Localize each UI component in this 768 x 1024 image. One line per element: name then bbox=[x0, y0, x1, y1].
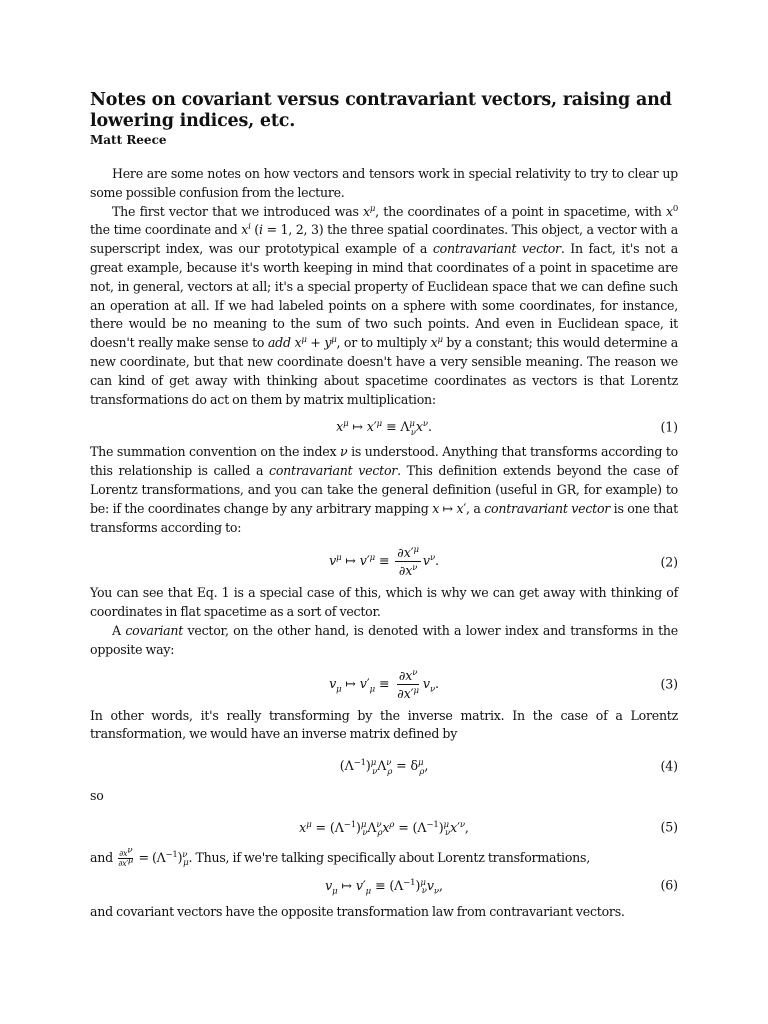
equation-number-4: (4) bbox=[660, 758, 678, 774]
equation-4: $(\Lambda^{-1})^\mu_\nu\Lambda^\nu_\rho = \delta^\mu_\rho$, (4) bbox=[339, 757, 678, 777]
paragraph-summation: The summation convention on the index ν is understood. Anything that transforms according to this relationship is called a contravariant vector. This definition extends beyond the case of Lorentz transformations, and you can take the general definition (useful in GR, for example) to be: if the coordinates change by any arbitrary mapping x ↦ x′, a contravariant vector is one that transforms according to: bbox=[90, 444, 679, 535]
equation-number-6: (6) bbox=[660, 877, 678, 893]
equation-number-2: (2) bbox=[660, 554, 678, 570]
equation-5: $x^\mu = (\Lambda^{-1})^\mu_\nu\Lambda^\nu_\rho x^\rho = (\Lambda^{-1})^\mu_\nu x'^\nu$, (5) bbox=[299, 819, 678, 839]
paragraph-covariant: A covariant vector, on the other hand, is denoted with a lower index and transforms in the opposite way: bbox=[90, 622, 678, 657]
equation-1: $x^\mu$ ↦ $x'^\mu \equiv \Lambda^\mu_\nu x^\nu$. (1) bbox=[336, 419, 678, 438]
paragraph-first-vector: The first vector that we introduced was $x^\mu$, the coordinates of a point in spacetime, with $x^0$ the time coordinate and $x^i$ (i = 1, 2, 3) the three spatial coordinates. This object, a vector with a superscript index, was our prototypical example of a contravariant vector. In fact, it's not a great example, because it's worth keeping in mind that coordinates of a point in spacetime are not, in general, vectors at all; it's a special property of Euclidean space that we can define such an operation at all. If we had labeled points on a sphere with some coordinates, for instance, there would be no meaning to the sum of two such points. And even in Euclidean space, it doesn't really make sense to add $x^\mu + y^\mu$, or to multiply $x^\mu$ by a constant; this would determine a new coordinate, but that new coordinate doesn't have a very sensible meaning. The reason we can kind of get away with thinking about spacetime coordinates as vectors is that Lorentz transformations do act on them by matrix multiplication: bbox=[90, 203, 678, 407]
equation-6: $v_\mu$ ↦ $v'_\mu \equiv (\Lambda^{-1})^\mu_\nu v_\nu$, (6) bbox=[325, 877, 678, 897]
document-title: Notes on covariant versus contravariant vectors, raising and lowering indices, etc. bbox=[90, 90, 672, 131]
equation-number-3: (3) bbox=[660, 676, 678, 692]
paragraph-special-case: You can see that Eq. 1 is a special case of this, which is why we can get away with thinking of coordinates in flat spacetime as a sort of vector. bbox=[90, 585, 678, 620]
paragraph-inverse-matrix: In other words, it's really transforming by the inverse matrix. In the case of a Lorentz transformation, we would have an inverse matrix defined by bbox=[90, 707, 678, 742]
page bbox=[90, 90, 678, 922]
equation-number-1: (1) bbox=[660, 419, 678, 435]
equation-2: $v^\mu$ ↦ $v'^\mu$ ≡ $\frac{\partial x'^\mu}{\partial x^\nu}$ $v^\nu$. (2) bbox=[329, 545, 678, 579]
equation-3: $v_\mu$ ↦ $v'_\mu$ ≡ $\frac{\partial x^\nu}{\partial x'^\mu}$ $v_\nu$. (3) bbox=[329, 667, 678, 701]
paragraph-conclusion: and covariant vectors have the opposite transformation law from contravariant vectors. bbox=[90, 903, 625, 919]
paragraph-intro: Here are some notes on how vectors and tensors work in special relativity to try to clear up some possible confusion from the lecture. bbox=[90, 166, 678, 200]
paragraph-so: so bbox=[90, 788, 104, 804]
paragraph-lorentz: and $\frac{\partial x^\nu}{\partial x'^\mu}$ = $(\Lambda^{-1})^\nu_\mu$. Thus, if we're talking specifically about Lorentz transformations, bbox=[90, 845, 590, 869]
author-name: Matt Reece bbox=[90, 133, 167, 147]
equation-number-5: (5) bbox=[660, 819, 678, 835]
